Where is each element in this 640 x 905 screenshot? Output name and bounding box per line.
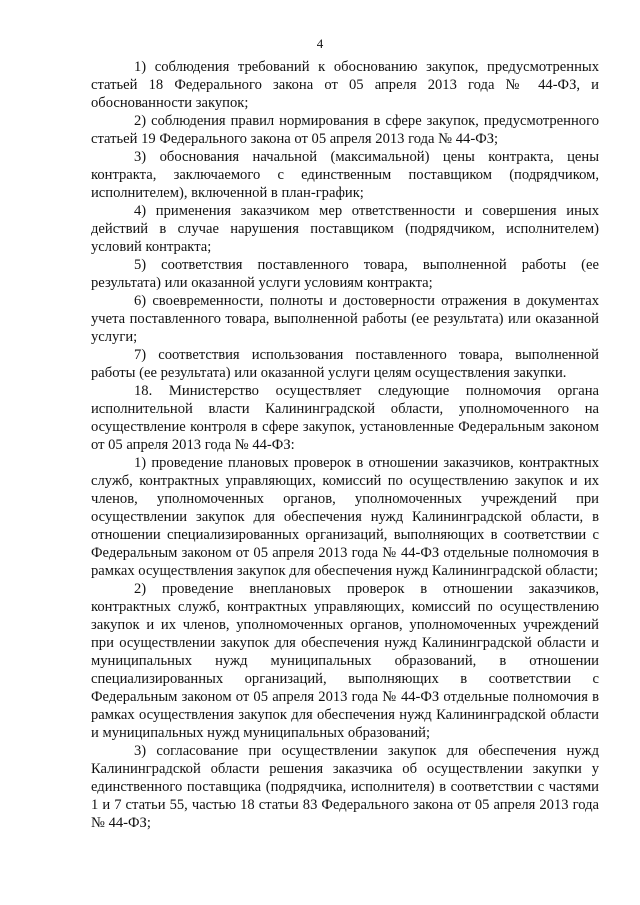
- paragraph-item-7: 7) соответствия использования поставленного товара, выполненной работы (ее результата) или оказанной услуги целям осуществления закупки.: [91, 347, 599, 381]
- paragraph-subitem-1: 1) проведение плановых проверок в отношении заказчиков, контрактных служб, контрактных управляющих, комиссий по осуществлению закупок и их членов, уполномоченных органов, уполномоченных учреждений при осуществлении закупок для обеспечения нужд Калининградской области, в отношении специализированных организаций, выполняющих в соответствии с Федеральным законом от 05 апреля 2013 года № 44-ФЗ отдельные полномочия в рамках осуществления закупок для обеспечения нужд Калининградской области;: [91, 455, 599, 579]
- document-body: [91, 58, 599, 832]
- paragraph-item-6: 6) своевременности, полноты и достоверности отражения в документах учета поставленного товара, выполненной работы (ее результата) или оказанной услуги;: [91, 293, 599, 345]
- paragraph-item-5: 5) соответствия поставленного товара, выполненной работы (ее результата) или оказанной услуги условиям контракта;: [91, 257, 599, 291]
- paragraph-section-18: 18. Министерство осуществляет следующие полномочия органа исполнительной власти Калининградской области, уполномоченного на осуществление контроля в сфере закупок, установленные Федеральным законом от 05 апреля 2013 года № 44-ФЗ:: [91, 383, 599, 453]
- paragraph-item-2: 2) соблюдения правил нормирования в сфере закупок, предусмотренного статьей 19 Федерального закона от 05 апреля 2013 года № 44-ФЗ;: [91, 113, 599, 147]
- paragraph-item-3: 3) обоснования начальной (максимальной) цены контракта, цены контракта, заключаемого с единственным поставщиком (подрядчиком, исполнителем), включенной в план-график;: [91, 149, 599, 201]
- paragraph-item-4: 4) применения заказчиком мер ответственности и совершения иных действий в случае нарушения поставщиком (подрядчиком, исполнителем) условий контракта;: [91, 203, 599, 255]
- paragraph-subitem-2: 2) проведение внеплановых проверок в отношении заказчиков, контрактных служб, контрактных управляющих, комиссий по осуществлению закупок и их членов, уполномоченных органов, уполномоченных учреждений при осуществлении закупок для обеспечения нужд Калининградской области и муниципальных нужд муниципальных образований, в отношении специализированных организаций, выполняющих в соответствии с Федеральным законом от 05 апреля 2013 года № 44-ФЗ отдельные полномочия в рамках осуществления закупок для обеспечения нужд Калининградской области и муниципальных нужд муниципальных образований;: [91, 581, 599, 741]
- page-number: 4: [316, 36, 324, 51]
- paragraph-subitem-3: 3) согласование при осуществлении закупок для обеспечения нужд Калининградской области решения заказчика об осуществлении закупки у единственного поставщика (подрядчика, исполнителя) в соответствии с частями 1 и 7 статьи 55, частью 18 статьи 83 Федерального закона от 05 апреля 2013 года № 44-ФЗ;: [91, 743, 599, 831]
- paragraph-item-1: 1) соблюдения требований к обоснованию закупок, предусмотренных статьей 18 Федерального закона от 05 апреля 2013 года № 44-ФЗ, и обоснованности закупок;: [91, 59, 599, 111]
